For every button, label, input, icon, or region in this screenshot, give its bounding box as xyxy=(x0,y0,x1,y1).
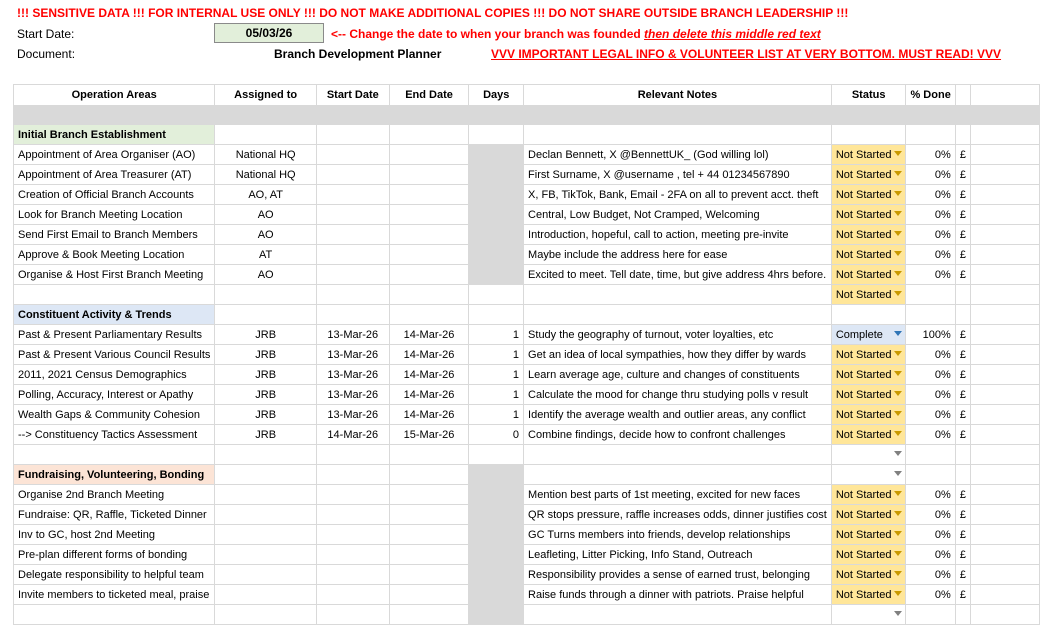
percent-cell[interactable]: 0% xyxy=(906,485,955,505)
document-label: Document: xyxy=(17,47,76,61)
days-cell[interactable]: 0 xyxy=(469,425,524,445)
end-date-cell[interactable]: 14-Mar-26 xyxy=(389,385,469,405)
percent-cell[interactable]: 0% xyxy=(906,505,955,525)
start-date-cell[interactable] xyxy=(316,585,389,605)
table-row xyxy=(14,385,1040,405)
chevron-down-icon[interactable] xyxy=(894,471,902,476)
area-cell[interactable]: Send First Email to Branch Members xyxy=(14,225,215,245)
days-cell[interactable] xyxy=(469,565,524,585)
chevron-down-icon[interactable] xyxy=(894,351,902,356)
assigned-cell[interactable] xyxy=(215,545,317,565)
start-date-cell[interactable] xyxy=(316,145,389,165)
area-cell[interactable]: Past & Present Parliamentary Results xyxy=(14,325,215,345)
notes-cell[interactable]: Introduction, hopeful, call to action, meeting pre-invite xyxy=(524,225,832,245)
notes-cell[interactable]: Maybe include the address here for ease xyxy=(524,245,832,265)
percent-cell[interactable]: 0% xyxy=(906,425,955,445)
percent-cell[interactable]: 0% xyxy=(906,345,955,365)
status-value: Not Started xyxy=(835,548,892,561)
status-value: Not Started xyxy=(835,268,892,281)
start-date-cell[interactable] xyxy=(316,525,389,545)
table-row xyxy=(14,525,1040,545)
days-cell[interactable] xyxy=(469,245,524,265)
assigned-cell[interactable]: JRB xyxy=(215,425,317,445)
planner-grid xyxy=(13,84,1040,625)
table-row xyxy=(14,245,1040,265)
days-cell[interactable]: 1 xyxy=(469,385,524,405)
currency-cell[interactable]: £ xyxy=(955,545,970,565)
assigned-cell[interactable] xyxy=(215,485,317,505)
start-date-instruction-text: <-- Change the date to when your branch was founded xyxy=(331,27,645,41)
chevron-down-icon[interactable] xyxy=(894,411,902,416)
start-date-cell[interactable] xyxy=(316,485,389,505)
end-date-cell[interactable] xyxy=(389,505,469,525)
start-date-instruction-emphasis: then delete this middle red text xyxy=(644,27,821,41)
notes-cell[interactable]: Get an idea of local sympathies, how they differ by wards xyxy=(524,345,832,365)
chevron-down-icon[interactable] xyxy=(894,511,902,516)
assigned-cell[interactable]: JRB xyxy=(215,325,317,345)
currency-cell[interactable]: £ xyxy=(955,405,970,425)
currency-cell[interactable]: £ xyxy=(955,325,970,345)
percent-cell[interactable]: 0% xyxy=(906,385,955,405)
end-date-cell[interactable] xyxy=(389,525,469,545)
spacer-row xyxy=(14,106,1040,125)
table-row xyxy=(14,165,1040,185)
area-cell[interactable]: Inv to GC, host 2nd Meeting xyxy=(14,525,215,545)
status-dropdown[interactable] xyxy=(831,145,906,165)
notes-cell[interactable]: Study the geography of turnout, voter loyalties, etc xyxy=(524,325,832,345)
notes-cell[interactable]: Raise funds through a dinner with patriots. Praise helpful xyxy=(524,585,832,605)
percent-cell[interactable]: 0% xyxy=(906,525,955,545)
status-dropdown[interactable] xyxy=(831,165,906,185)
status-dropdown[interactable] xyxy=(831,585,906,605)
chevron-down-icon[interactable] xyxy=(894,371,902,376)
status-dropdown[interactable] xyxy=(831,565,906,585)
currency-cell[interactable]: £ xyxy=(955,165,970,185)
legal-note: VVV IMPORTANT LEGAL INFO & VOLUNTEER LIST AT VERY BOTTOM. MUST READ! VVV xyxy=(491,47,1002,61)
chevron-down-icon[interactable] xyxy=(894,291,902,296)
status-value: Not Started xyxy=(835,168,892,181)
currency-cell[interactable]: £ xyxy=(955,565,970,585)
days-cell[interactable] xyxy=(469,185,524,205)
status-value: Not Started xyxy=(835,588,892,601)
document-title: Branch Development Planner xyxy=(274,47,442,61)
percent-cell[interactable]: 0% xyxy=(906,365,955,385)
area-cell[interactable]: Pre-plan different forms of bonding xyxy=(14,545,215,565)
table-row xyxy=(14,605,1040,625)
area-cell[interactable]: 2011, 2021 Census Demographics xyxy=(14,365,215,385)
assigned-cell[interactable]: JRB xyxy=(215,345,317,365)
status-dropdown[interactable] xyxy=(831,325,906,345)
end-date-cell[interactable]: 14-Mar-26 xyxy=(389,365,469,385)
assigned-cell[interactable]: JRB xyxy=(215,365,317,385)
status-dropdown[interactable] xyxy=(831,185,906,205)
notes-cell[interactable]: Excited to meet. Tell date, time, but give address 4hrs before. xyxy=(524,265,832,285)
start-date-cell[interactable]: 13-Mar-26 xyxy=(316,325,389,345)
assigned-cell[interactable] xyxy=(215,505,317,525)
table-row xyxy=(14,265,1040,285)
currency-cell[interactable]: £ xyxy=(955,365,970,385)
status-dropdown[interactable] xyxy=(831,285,906,305)
assigned-cell[interactable]: JRB xyxy=(215,405,317,425)
start-date-cell[interactable]: 14-Mar-26 xyxy=(316,425,389,445)
days-cell[interactable] xyxy=(469,545,524,565)
assigned-cell[interactable]: AT xyxy=(215,245,317,265)
start-date-cell[interactable]: 13-Mar-26 xyxy=(316,405,389,425)
col-status[interactable]: Status xyxy=(831,85,906,106)
days-cell[interactable] xyxy=(469,505,524,525)
assigned-cell[interactable]: National HQ xyxy=(215,145,317,165)
end-date-cell[interactable] xyxy=(389,545,469,565)
table-row xyxy=(14,405,1040,425)
percent-cell[interactable]: 0% xyxy=(906,565,955,585)
end-date-cell[interactable] xyxy=(389,165,469,185)
chevron-down-icon[interactable] xyxy=(894,171,902,176)
start-date-instruction xyxy=(331,27,821,41)
start-date-cell[interactable] xyxy=(316,545,389,565)
chevron-down-icon[interactable] xyxy=(894,211,902,216)
days-cell[interactable] xyxy=(469,165,524,185)
section-title-initial-establishment[interactable]: Initial Branch Establishment xyxy=(14,125,215,145)
percent-cell[interactable]: 0% xyxy=(906,245,955,265)
end-date-cell[interactable] xyxy=(389,245,469,265)
percent-cell[interactable]: 0% xyxy=(906,165,955,185)
status-value: Not Started xyxy=(835,508,892,521)
area-cell[interactable]: --> Constituency Tactics Assessment xyxy=(14,425,215,445)
status-value: Not Started xyxy=(835,488,892,501)
table-row xyxy=(14,545,1040,565)
status-value: Not Started xyxy=(835,188,892,201)
area-cell[interactable]: Delegate responsibility to helpful team xyxy=(14,565,215,585)
table-row xyxy=(14,425,1040,445)
col-end-date[interactable]: End Date xyxy=(389,85,469,106)
start-date-cell[interactable] xyxy=(316,265,389,285)
assigned-cell[interactable]: AO xyxy=(215,265,317,285)
notes-cell[interactable]: Leafleting, Litter Picking, Info Stand, Outreach xyxy=(524,545,832,565)
chevron-down-icon[interactable] xyxy=(894,151,902,156)
area-cell[interactable]: Polling, Accuracy, Interest or Apathy xyxy=(14,385,215,405)
assigned-cell[interactable]: AO xyxy=(215,205,317,225)
percent-cell[interactable]: 0% xyxy=(906,225,955,245)
sensitive-warning: !!! SENSITIVE DATA !!! FOR INTERNAL USE ONLY !!! DO NOT MAKE ADDITIONAL COPIES !!! DO NOT SHARE OUTSIDE BRANCH LEADERSHIP !!! xyxy=(17,6,849,20)
start-date-cell[interactable] xyxy=(316,505,389,525)
end-date-cell[interactable] xyxy=(389,265,469,285)
table-row xyxy=(14,205,1040,225)
days-cell[interactable] xyxy=(469,585,524,605)
assigned-cell[interactable] xyxy=(215,565,317,585)
currency-cell[interactable]: £ xyxy=(955,525,970,545)
percent-cell[interactable]: 0% xyxy=(906,185,955,205)
status-dropdown[interactable] xyxy=(831,345,906,365)
status-dropdown[interactable] xyxy=(831,265,906,285)
area-cell[interactable]: Creation of Official Branch Accounts xyxy=(14,185,215,205)
table-row xyxy=(14,325,1040,345)
section-row xyxy=(14,465,1040,485)
assigned-cell[interactable]: AO xyxy=(215,225,317,245)
status-dropdown[interactable] xyxy=(831,205,906,225)
table-row xyxy=(14,225,1040,245)
empty-cell[interactable] xyxy=(970,85,1039,106)
chevron-down-icon[interactable] xyxy=(894,271,902,276)
end-date-cell[interactable]: 15-Mar-26 xyxy=(389,425,469,445)
table-row xyxy=(14,145,1040,165)
table-row xyxy=(14,185,1040,205)
empty-cell[interactable] xyxy=(955,85,970,106)
col-days[interactable]: Days xyxy=(469,85,524,106)
status-dropdown-empty[interactable] xyxy=(831,465,906,485)
start-date-cell[interactable] xyxy=(316,185,389,205)
section-row xyxy=(14,125,1040,145)
currency-cell[interactable]: £ xyxy=(955,185,970,205)
status-value: Not Started xyxy=(835,148,892,161)
currency-cell[interactable]: £ xyxy=(955,385,970,405)
area-cell[interactable]: Approve & Book Meeting Location xyxy=(14,245,215,265)
start-date-label: Start Date: xyxy=(17,27,75,41)
col-operation-areas[interactable]: Operation Areas xyxy=(14,85,215,106)
status-value: Not Started xyxy=(835,428,892,441)
chevron-down-icon[interactable] xyxy=(894,191,902,196)
days-cell[interactable]: 1 xyxy=(469,365,524,385)
status-dropdown[interactable] xyxy=(831,225,906,245)
col-percent-done[interactable]: % Done xyxy=(906,85,955,106)
end-date-cell[interactable] xyxy=(389,585,469,605)
status-value: Not Started xyxy=(835,248,892,261)
notes-cell[interactable]: Combine findings, decide how to confront challenges xyxy=(524,425,832,445)
percent-cell[interactable]: 0% xyxy=(906,205,955,225)
notes-cell[interactable]: First Surname, X @username , tel + 44 01234567890 xyxy=(524,165,832,185)
area-cell[interactable]: Fundraise: QR, Raffle, Ticketed Dinner xyxy=(14,505,215,525)
assigned-cell[interactable]: JRB xyxy=(215,385,317,405)
notes-cell[interactable]: Calculate the mood for change thru studying polls v result xyxy=(524,385,832,405)
notes-cell[interactable]: Learn average age, culture and changes of constituents xyxy=(524,365,832,385)
assigned-cell[interactable]: National HQ xyxy=(215,165,317,185)
percent-cell[interactable]: 100% xyxy=(906,325,955,345)
currency-cell[interactable]: £ xyxy=(955,485,970,505)
chevron-down-icon[interactable] xyxy=(894,251,902,256)
end-date-cell[interactable] xyxy=(389,185,469,205)
area-cell[interactable]: Organise & Host First Branch Meeting xyxy=(14,265,215,285)
days-cell[interactable] xyxy=(469,525,524,545)
status-dropdown[interactable] xyxy=(831,545,906,565)
assigned-cell[interactable] xyxy=(215,525,317,545)
chevron-down-icon[interactable] xyxy=(894,451,902,456)
notes-cell[interactable]: Responsibility provides a sense of earned trust, belonging xyxy=(524,565,832,585)
chevron-down-icon[interactable] xyxy=(894,331,902,336)
col-relevant-notes[interactable]: Relevant Notes xyxy=(524,85,832,106)
status-value: Not Started xyxy=(835,568,892,581)
status-dropdown[interactable] xyxy=(831,505,906,525)
table-row xyxy=(14,505,1040,525)
col-start-date[interactable]: Start Date xyxy=(316,85,389,106)
start-date-cell[interactable] xyxy=(316,205,389,225)
status-value: Not Started xyxy=(835,228,892,241)
start-date-cell[interactable]: 13-Mar-26 xyxy=(316,345,389,365)
end-date-cell[interactable] xyxy=(389,145,469,165)
area-cell[interactable]: Look for Branch Meeting Location xyxy=(14,205,215,225)
section-title-fundraising[interactable]: Fundraising, Volunteering, Bonding xyxy=(14,465,215,485)
notes-cell[interactable]: Identify the average wealth and outlier areas, any conflict xyxy=(524,405,832,425)
status-value: Not Started xyxy=(835,348,892,361)
currency-cell[interactable]: £ xyxy=(955,505,970,525)
start-date-cell[interactable] xyxy=(316,245,389,265)
status-dropdown[interactable] xyxy=(831,405,906,425)
start-date-cell[interactable] xyxy=(316,165,389,185)
status-value: Not Started xyxy=(835,388,892,401)
area-cell[interactable]: Appointment of Area Treasurer (AT) xyxy=(14,165,215,185)
currency-cell[interactable]: £ xyxy=(955,345,970,365)
start-date-cell[interactable] xyxy=(316,565,389,585)
status-dropdown[interactable] xyxy=(831,365,906,385)
area-cell[interactable]: Organise 2nd Branch Meeting xyxy=(14,485,215,505)
end-date-cell[interactable] xyxy=(389,565,469,585)
status-dropdown[interactable] xyxy=(831,245,906,265)
end-date-cell[interactable] xyxy=(389,485,469,505)
currency-cell[interactable]: £ xyxy=(955,245,970,265)
table-row xyxy=(14,585,1040,605)
days-cell[interactable] xyxy=(469,145,524,165)
days-cell[interactable] xyxy=(469,225,524,245)
end-date-cell[interactable] xyxy=(389,205,469,225)
currency-cell[interactable]: £ xyxy=(955,585,970,605)
area-cell[interactable]: Invite members to ticketed meal, praise xyxy=(14,585,215,605)
days-cell[interactable] xyxy=(469,485,524,505)
currency-cell[interactable]: £ xyxy=(955,425,970,445)
currency-cell[interactable]: £ xyxy=(955,225,970,245)
status-value: Not Started xyxy=(835,288,892,301)
notes-cell[interactable]: Mention best parts of 1st meeting, excited for new faces xyxy=(524,485,832,505)
table-row xyxy=(14,445,1040,465)
notes-cell[interactable]: QR stops pressure, raffle increases odds, dinner justifies cost xyxy=(524,505,832,525)
start-date-cell[interactable]: 13-Mar-26 xyxy=(316,365,389,385)
chevron-down-icon[interactable] xyxy=(894,551,902,556)
area-cell[interactable]: Past & Present Various Council Results xyxy=(14,345,215,365)
currency-cell[interactable]: £ xyxy=(955,145,970,165)
section-title-constituent-activity[interactable]: Constituent Activity & Trends xyxy=(14,305,215,325)
start-date-cell[interactable]: 13-Mar-26 xyxy=(316,385,389,405)
status-value: Not Started xyxy=(835,528,892,541)
percent-cell[interactable]: 0% xyxy=(906,545,955,565)
table-row xyxy=(14,345,1040,365)
table-row xyxy=(14,365,1040,385)
table-row xyxy=(14,565,1040,585)
status-dropdown-empty[interactable] xyxy=(831,445,906,465)
start-date-cell[interactable] xyxy=(316,225,389,245)
status-value: Not Started xyxy=(835,368,892,381)
status-value: Complete xyxy=(835,328,883,341)
area-cell[interactable]: Appointment of Area Organiser (AO) xyxy=(14,145,215,165)
percent-cell[interactable]: 0% xyxy=(906,145,955,165)
notes-cell[interactable]: X, FB, TikTok, Bank, Email - 2FA on all to prevent acct. theft xyxy=(524,185,832,205)
table-row xyxy=(14,485,1040,505)
column-header-row xyxy=(14,85,1040,106)
days-cell[interactable]: 1 xyxy=(469,325,524,345)
chevron-down-icon[interactable] xyxy=(894,571,902,576)
start-date-cell[interactable]: 05/03/26 xyxy=(214,23,324,43)
days-cell[interactable]: 1 xyxy=(469,405,524,425)
status-value: Not Started xyxy=(835,208,892,221)
percent-cell[interactable]: 0% xyxy=(906,405,955,425)
area-cell[interactable]: Wealth Gaps & Community Cohesion xyxy=(14,405,215,425)
status-dropdown[interactable] xyxy=(831,385,906,405)
end-date-cell[interactable]: 14-Mar-26 xyxy=(389,345,469,365)
table-row xyxy=(14,285,1040,305)
chevron-down-icon[interactable] xyxy=(894,591,902,596)
chevron-down-icon[interactable] xyxy=(894,391,902,396)
notes-cell[interactable]: Declan Bennett, X @BennettUK_ (God willing lol) xyxy=(524,145,832,165)
assigned-cell[interactable]: AO, AT xyxy=(215,185,317,205)
chevron-down-icon[interactable] xyxy=(894,531,902,536)
chevron-down-icon[interactable] xyxy=(894,491,902,496)
chevron-down-icon[interactable] xyxy=(894,611,902,616)
end-date-cell[interactable] xyxy=(389,225,469,245)
assigned-cell[interactable] xyxy=(215,585,317,605)
percent-cell[interactable]: 0% xyxy=(906,585,955,605)
section-row xyxy=(14,305,1040,325)
notes-cell[interactable]: GC Turns members into friends, develop relationships xyxy=(524,525,832,545)
notes-cell[interactable]: Central, Low Budget, Not Cramped, Welcoming xyxy=(524,205,832,225)
end-date-cell[interactable]: 14-Mar-26 xyxy=(389,405,469,425)
currency-cell[interactable]: £ xyxy=(955,265,970,285)
end-date-cell[interactable]: 14-Mar-26 xyxy=(389,325,469,345)
chevron-down-icon[interactable] xyxy=(894,231,902,236)
chevron-down-icon[interactable] xyxy=(894,431,902,436)
status-dropdown-empty[interactable] xyxy=(831,605,906,625)
col-assigned-to[interactable]: Assigned to xyxy=(215,85,317,106)
status-dropdown[interactable] xyxy=(831,425,906,445)
status-dropdown[interactable] xyxy=(831,525,906,545)
currency-cell[interactable]: £ xyxy=(955,205,970,225)
days-cell[interactable]: 1 xyxy=(469,345,524,365)
status-value: Not Started xyxy=(835,408,892,421)
days-cell[interactable] xyxy=(469,265,524,285)
days-cell[interactable] xyxy=(469,205,524,225)
status-dropdown[interactable] xyxy=(831,485,906,505)
percent-cell[interactable]: 0% xyxy=(906,265,955,285)
